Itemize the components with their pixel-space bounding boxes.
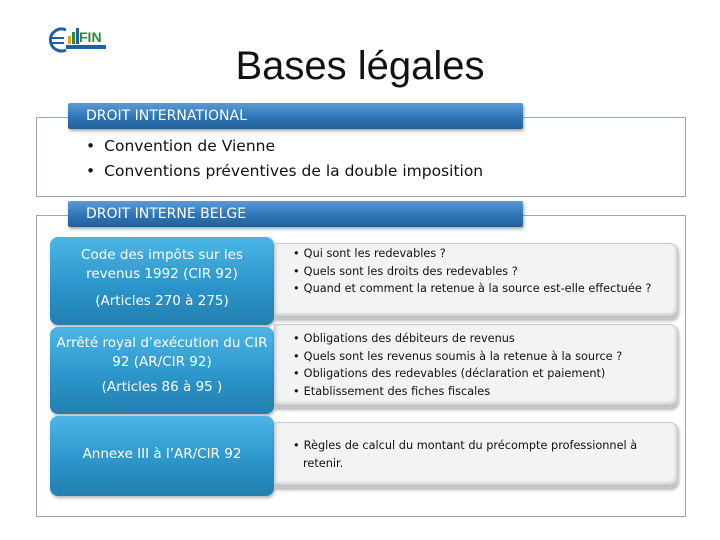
source-articles: (Articles 86 à 95 ) (101, 379, 223, 395)
list-item: • Qui sont les redevables ? (293, 245, 669, 263)
topics-box-cir92 (274, 243, 678, 319)
list-item: • Etablissement des fiches fiscales (293, 383, 669, 401)
source-articles: (Articles 270 à 275) (95, 293, 229, 309)
list-item: • Règles de calcul du montant du précompte professionnel à retenir. (293, 437, 669, 472)
topics-box-ar-cir92 (274, 324, 678, 408)
list-item: • Quels sont les revenus soumis à la retenue à la source ? (293, 348, 669, 366)
source-box-cir92 (50, 237, 274, 325)
source-box-ar-cir92 (50, 327, 274, 414)
topics-box-annexe3 (274, 422, 678, 488)
list-item: • Obligations des débiteurs de revenus (293, 330, 669, 348)
list-item: • Convention de Vienne (86, 134, 483, 159)
bar-chart-icon (68, 28, 79, 44)
logo-text: FIN (79, 29, 102, 45)
international-header: DROIT INTERNATIONAL (68, 103, 523, 129)
source-box-annexe3 (50, 416, 274, 496)
list-item: • Obligations des redevables (déclaration et paiement) (293, 365, 669, 383)
source-title: Annexe III à l’AR/CIR 92 (82, 446, 242, 462)
list-item: • Quand et comment la retenue à la source est-elle effectuée ? (293, 280, 669, 298)
list-item: • Quels sont les droits des redevables ? (293, 263, 669, 281)
list-item: • Conventions préventives de la double imposition (86, 159, 483, 184)
international-list (86, 134, 483, 184)
interne-header: DROIT INTERNE BELGE (68, 201, 523, 227)
source-title: Arrêté royal d’exécution du CIR 92 (AR/CIR 92) (56, 335, 268, 370)
source-title: Code des impôts sur les revenus 1992 (CIR 92) (81, 247, 243, 282)
slide-title: Bases légales (235, 44, 485, 88)
